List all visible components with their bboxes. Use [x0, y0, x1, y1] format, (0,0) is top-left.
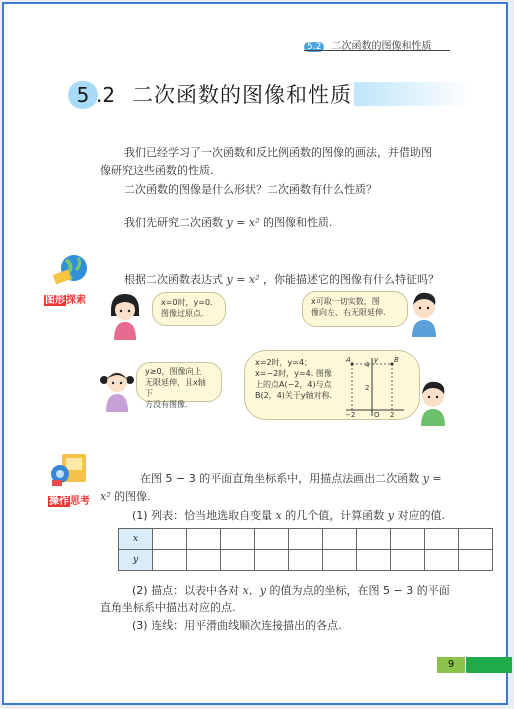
- table-cell[interactable]: [153, 550, 187, 571]
- table-cell[interactable]: [221, 550, 255, 571]
- bubble-4-line-2: x=−2时，y=4. 图像: [255, 369, 332, 378]
- bubble-1-line-1: x=0时，y=0.: [161, 298, 213, 307]
- axis-y-label: y: [374, 356, 379, 364]
- tick-4-label: 4: [365, 361, 370, 369]
- speech-bubble-3: [136, 362, 222, 409]
- practice-tag-left: 操作: [49, 496, 69, 507]
- bubble-4-line-3: 上的点A(−2，4)与点: [255, 380, 332, 389]
- intro-line-2: 像研究这些函数的性质.: [100, 164, 214, 177]
- table-cell[interactable]: [357, 529, 391, 550]
- value-table: [118, 528, 493, 571]
- page: [2, 2, 508, 705]
- table-head-x: x: [119, 529, 153, 550]
- bubble-2-line-1: x可取一切实数，图: [311, 297, 380, 306]
- step-2-end: 的值为点的坐标，在图 5 − 3 的平面: [269, 584, 450, 597]
- explore-formula: y = x²: [226, 273, 260, 286]
- explore-tag-right: 探索: [66, 295, 86, 306]
- page-number-bar: [466, 657, 512, 673]
- running-header-number: 5.2: [304, 42, 324, 52]
- intro-formula: y = x²: [226, 216, 260, 229]
- bubble-3-line-2: 无限延伸，且x轴下: [145, 378, 206, 398]
- intro-line-4: [124, 214, 333, 230]
- step-2-continued: 直角坐标系中描出对应的点.: [100, 601, 236, 614]
- explore-tag: [44, 291, 86, 306]
- step-1-start: (1) 列表：恰当地选取自变量: [132, 509, 273, 522]
- table-cell[interactable]: [425, 529, 459, 550]
- bubble-2-line-2: 像向左、右无限延伸.: [311, 308, 386, 317]
- point-b-label: B: [394, 356, 399, 364]
- intro-line-3: 二次函数的图像是什么形状？二次函数有什么性质？: [124, 183, 377, 196]
- table-cell[interactable]: [255, 529, 289, 550]
- table-row-x: [119, 529, 493, 550]
- step-1-var-x: x: [275, 509, 282, 522]
- bubble-4-line-1: x=2时，y=4；: [255, 358, 313, 367]
- section-number-rest: .2: [96, 83, 116, 107]
- step-2-start: (2) 描点：以表中各对: [132, 584, 240, 597]
- projector-icon: [48, 450, 94, 496]
- section-title-band: [354, 82, 470, 106]
- table-cell[interactable]: [221, 529, 255, 550]
- step-2: [132, 582, 450, 598]
- table-cell[interactable]: [357, 550, 391, 571]
- practice-formula-b: x²: [100, 490, 111, 503]
- step-2-math: x，y: [242, 584, 266, 597]
- bubble-1-line-2: 图像过原点.: [161, 309, 204, 318]
- table-cell[interactable]: [459, 529, 493, 550]
- table-cell[interactable]: [391, 550, 425, 571]
- step-1-end: 对应的值.: [397, 509, 446, 522]
- table-cell[interactable]: [391, 529, 425, 550]
- intro-line-1: 我们已经学习了一次函数和反比例函数的图像的画法，并借助图: [124, 146, 432, 159]
- table-cell[interactable]: [323, 550, 357, 571]
- speech-bubble-1: [152, 292, 226, 326]
- explore-question: [124, 271, 439, 287]
- table-cell[interactable]: [153, 529, 187, 550]
- tick-neg2-label: −2: [345, 411, 356, 418]
- girl-avatar-1: [108, 292, 142, 340]
- running-header-rule: [304, 50, 450, 51]
- step-1: [132, 507, 445, 523]
- intro-line-4-end: 的图像和性质.: [263, 216, 333, 229]
- explore-question-end: ，你能描述它的图像有什么特征吗？: [263, 273, 440, 286]
- table-head-y: y: [119, 550, 153, 571]
- practice-tag: [48, 492, 90, 507]
- intro-line-4-start: 我们先研究二次函数: [124, 216, 223, 229]
- practice-tag-right: 思考: [70, 496, 90, 507]
- coordinate-sketch: [342, 354, 406, 418]
- table-row-y: [119, 550, 493, 571]
- explore-question-start: 根据二次函数表达式: [124, 273, 223, 286]
- tick-x2-label: 2: [390, 411, 395, 418]
- bubble-3-line-1: y≥0，图像向上: [145, 367, 202, 376]
- practice-line-1: [140, 470, 442, 486]
- practice-line-2: [100, 488, 151, 504]
- table-cell[interactable]: [425, 550, 459, 571]
- speech-bubble-2: [302, 291, 408, 327]
- page-number: 9: [437, 657, 465, 673]
- explore-tag-left: 图形: [45, 295, 65, 306]
- tick-2-label: 2: [365, 384, 370, 392]
- practice-line-2-text: 的图像.: [114, 490, 151, 503]
- boy-avatar-1: [407, 289, 441, 337]
- step-1-var-y: y: [387, 509, 395, 522]
- boy-avatar-2: [416, 378, 450, 426]
- table-cell[interactable]: [187, 550, 221, 571]
- table-cell[interactable]: [255, 550, 289, 571]
- table-cell[interactable]: [289, 529, 323, 550]
- practice-formula-a: y =: [422, 472, 442, 485]
- section-title: 二次函数的图像和性质: [132, 83, 352, 107]
- step-1-mid: 的几个值，计算函数: [285, 509, 385, 522]
- table-cell[interactable]: [187, 529, 221, 550]
- origin-label: O: [374, 411, 380, 418]
- globe-icon: [48, 250, 94, 296]
- table-cell[interactable]: [459, 550, 493, 571]
- point-a-label: A: [346, 356, 351, 364]
- table-cell[interactable]: [289, 550, 323, 571]
- step-3: (3) 连线：用平滑曲线顺次连接描出的各点.: [132, 619, 342, 632]
- practice-line-1-text: 在图 5 − 3 的平面直角坐标系中，用描点法画出二次函数: [140, 472, 420, 485]
- table-cell[interactable]: [323, 529, 357, 550]
- bubble-3-line-3: 方没有图像.: [145, 400, 188, 409]
- girl-avatar-2: [100, 364, 134, 412]
- running-header-title: 二次函数的图像和性质: [331, 41, 432, 52]
- bubble-4-line-4: B(2，4)关于y轴对称.: [255, 391, 333, 400]
- section-number-badge: 5: [68, 81, 98, 109]
